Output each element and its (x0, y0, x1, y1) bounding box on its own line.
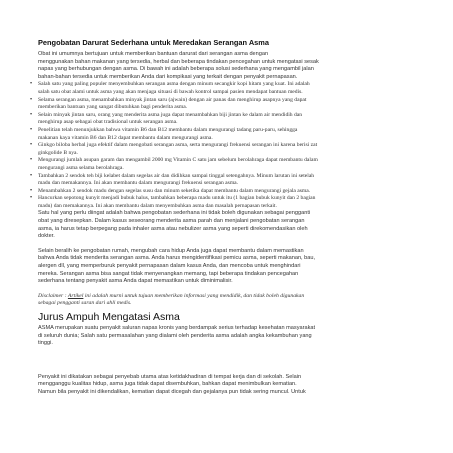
paragraph-line: dokter. (38, 233, 55, 240)
paragraph-line: obat yang diresepkan. Dalam kasus seseorang menderita asma parah dan menjalani pengobatan serangan (38, 218, 305, 225)
list-item-line: • Ginkgo biloba herbal juga efektif dalam mengobati serangan asma, serta mengurangi frekuensi serangan ini karena berisi zat (38, 142, 318, 149)
article-link[interactable]: Artikel (67, 292, 84, 299)
list-item (38, 112, 418, 127)
paragraph-line: bahwa Anda tidak menderita serangan asma. Anda harus mengidentifikasi pemicu asma, seperti makanan, bau, (38, 255, 316, 262)
list-item-line: • Salah satu yang paling populer menyembuhkan serangan asma dengan minum secangkir kopi hitam yang kuat. Ini adalah (38, 81, 310, 88)
intro-line: Obat ini umumnya bertujuan untuk memberikan bantuan darurat dari serangan asma dengan (38, 51, 269, 57)
list-item (38, 81, 418, 96)
intro-line: menggunakan bahan makanan yang tersedia, herbal dan beberapa tindakan pencegahan untuk mengatasi sesak (38, 58, 319, 65)
paragraph-line: di seluruh dunia; Salah satu permasalahan yang dialami oleh penderita asma adalah angka kekambuhan yang (38, 332, 312, 339)
lifestyle-paragraph (38, 248, 418, 286)
list-item-line: • Selama serangan asma, menambahkan minyak jintan saru (ajwain) dengan air panas dan menghirup asapnya yang dapat (38, 96, 307, 103)
list-item (38, 157, 418, 172)
list-item-line: menghirup asap sebagai obat tradisional untuk serangan asma. (38, 119, 178, 126)
remedy-list (38, 81, 418, 210)
list-item-line: mengurangi asma selama berolahraga. (38, 164, 124, 171)
list-item (38, 127, 418, 142)
disclaimer-line (38, 293, 418, 301)
paragraph-line: Namun bila penyakit ini dikendalikan, kematian dapat dicegah dan gejalanya pun tidak sering muncul. Untuk (38, 388, 306, 395)
intro-line: bahan-bahan tersedia untuk memberikan Anda dari kompikasi yang terkait dengan penyakit pernapasan. (38, 73, 298, 80)
paragraph-line: ASMA merupakan suatu penyakit saluran napas kronis yang berdampak serius terhadap kesehatan masyarakat (38, 325, 316, 331)
spacer (38, 241, 418, 248)
spacer (38, 348, 418, 374)
list-item-line: madu dan memakannya. Ini akan membantu dalam mengurangi frekuensi serangan asma. (38, 180, 239, 187)
list-item-line: • Hancurkan sepotong kunyit menjadi bubuk halus, tambahkan beberapa madu untuk itu (1 bagian bubuk kunyit dan 2 bagian (38, 195, 316, 202)
paragraph-line: Satu hal yang perlu diingat adalah bahwa pengobatan sederhana ini tidak boleh digunakan sebagai pengganti (38, 210, 311, 217)
list-item (38, 142, 418, 157)
disclaimer-text: ini adalah murni untuk tujuan memberikan informasi yang mendidik, dan tidak boleh digunakan (83, 292, 305, 299)
paragraph-line: asma, ia harus tetap berpegang pada inhaler asma atau nebulizer asma yang seperti direkomendasikan oleh (38, 225, 308, 232)
list-item (38, 173, 418, 188)
paragraph-line: mereka. Serangan asma bisa sangat tidak menyenangkan memang, tapi beberapa tindakan pencegahan (38, 270, 299, 277)
intro-line: napas yang berhubungan dengan asma. Di bawah ini adalah beberapa solusi sederhana yang mengambil jalan (38, 66, 314, 73)
list-item-line: salah satu obat alami untuk asma yang akan menjaga situasi di bawah kontrol sampai pasien mendapat bantuan medis. (38, 88, 303, 95)
list-item-line: memberikan bantuan yang sangat dibutuhkan bagi penderita asma. (38, 104, 188, 111)
list-item-line: • Menambahkan 2 sendok madu dengan segelas susu dan minum seketika dapat membantu dalam mengurangi gejala asma. (38, 187, 311, 194)
paragraph-line: Selain beralih ke pengobatan rumah, mengubah cara hidup Anda juga dapat membantu dalam memastikan (38, 247, 304, 254)
list-item (38, 195, 418, 210)
paragraph-line: Penyakit ini dikatakan sebagai penyebab utama atas ketidakhadiran di tempat kerja dan di sekolah. Selain (38, 373, 302, 380)
paragraph-line: tinggi. (38, 340, 53, 347)
document-title: Pengobatan Darurat Sederhana untuk Meredakan Serangan Asma (38, 38, 269, 47)
list-item-line: • Selain minyak jintan saru, orang yang menderita asma juga dapat menambahkan biji jintan ke dalam air mendidih dan (38, 111, 303, 118)
paragraph-line: sederhana tentang penyakit asma Anda dapat memastikan untuk diminimalisir. (38, 278, 233, 285)
list-item-line: makanan kaya vitamin B6 dan B12 dapat membantu dalam mengurangi asma. (38, 134, 213, 141)
spacer (38, 286, 418, 293)
list-item-line: madu) dan memakannya. Ini akan membantu dalam menyembuhkan asma dan masalah pernapasan terkait. (38, 202, 277, 209)
asma-detail-paragraph (38, 374, 418, 397)
section-heading: Jurus Ampuh Mengatasi Asma (38, 311, 180, 323)
paragraph-line: mengganggu kualitas hidup, asma juga tidak dapat disembuhkan, bahkan dapat menimbulkan kematian. (38, 381, 297, 388)
disclaimer (38, 293, 418, 308)
caution-paragraph (38, 210, 418, 240)
document-body (38, 38, 418, 397)
paragraph-line: alergen dll, yang memperburuk penyakit pernapasan dalam kasus Anda, dan mencoba untuk menghindari (38, 263, 301, 270)
list-item-line: • Mengurangi jumlah asupan garam dan mengambil 2000 mg Vitamin C satu jam sebelum berolahraga dapat membantu dalam (38, 157, 318, 164)
asma-intro-paragraph (38, 325, 418, 348)
list-item-line: ginkgolide B nya. (38, 149, 78, 156)
list-item-line: • Penelitian telah menunjukkan bahwa vitamin B6 dan B12 membantu dalam mengurangi tadang paru-paru, sehingga (38, 126, 298, 133)
list-item-line: • Tambahkan 2 sendok teh biji kelabet dalam segelas air dan didihkan sampai tinggal setengahnya. Minum larutan ini setelah (38, 172, 315, 179)
disclaimer-label: Disclaimer : (38, 292, 68, 299)
list-item (38, 97, 418, 112)
intro-paragraph (38, 51, 418, 81)
disclaimer-line: sebagai pengganti saran dari ahli medis. (38, 300, 132, 307)
